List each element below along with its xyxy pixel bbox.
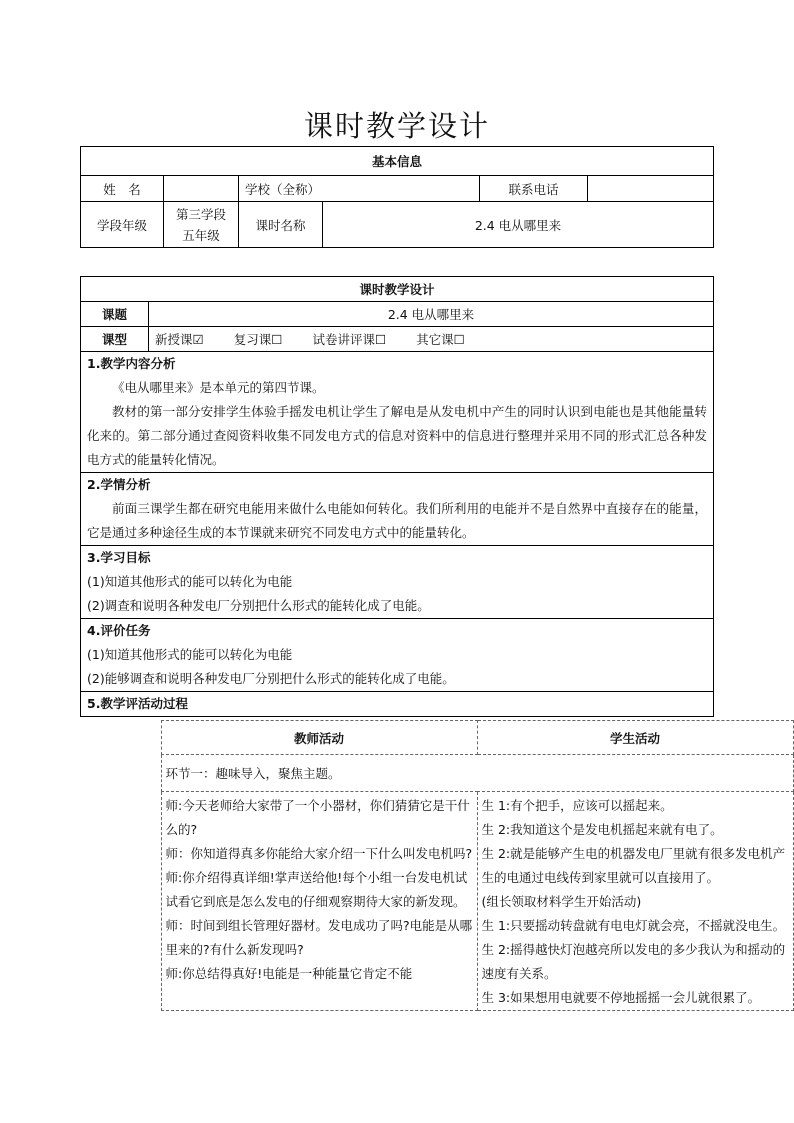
grade-label: 学段年级	[81, 202, 164, 248]
section-title: 2.学情分析	[87, 477, 151, 492]
phone-label: 联系电话	[480, 176, 588, 202]
topic-label: 课题	[81, 302, 149, 327]
stage-one-label: 环节一：趣味导入，聚焦主题。	[161, 755, 793, 792]
lesson-name-label: 课时名称	[239, 202, 323, 248]
teacher-line: 师：你知道得真多你能给大家介绍一下什么叫发电机吗?	[165, 846, 473, 861]
empty-box-icon: ☐	[453, 332, 465, 347]
section-activity-process	[81, 692, 786, 1005]
phone-value	[588, 176, 714, 202]
section-learner-analysis	[81, 473, 714, 546]
section-title: 1.教学内容分析	[87, 356, 176, 371]
teacher-activity-header: 教师活动	[161, 721, 477, 755]
section-assessment-tasks	[81, 619, 714, 692]
grade-value	[164, 202, 239, 248]
teacher-activity-cell	[161, 792, 477, 1011]
empty-box-icon: ☐	[271, 332, 283, 347]
student-line: 生 2:我知道这个是发电机摇起来就有电了。	[481, 822, 723, 837]
student-line: 生 2:就是能够产生电的机器发电厂里就有很多发电机产生的电通过电线传到家里就可以直接用了。	[481, 846, 786, 885]
section-content-analysis	[81, 352, 714, 473]
name-value	[164, 176, 239, 202]
checked-box-icon: ☑	[192, 332, 204, 347]
list-item: (2)调查和说明各种发电厂分别把什么形式的能转化成了电能。	[87, 598, 430, 613]
type-option-review[interactable]	[234, 330, 283, 348]
student-activity-header: 学生活动	[477, 721, 793, 755]
section-learning-goals	[81, 546, 714, 619]
paragraph: 前面三课学生都在研究电能用来做什么电能如何转化。我们所利用的电能并不是自然界中直接存在的能量，它是通过多种途径生成的本节课就来研究不同发电方式中的能量转化。	[87, 501, 708, 540]
teacher-line: 师：时间到组长管理好器材。发电成功了吗?电能是从哪里来的?有什么新发现吗?	[165, 918, 473, 957]
paragraph: 《电从哪里来》是本单元的第四节课。	[112, 380, 325, 395]
school-label: 学校（全称）	[239, 176, 480, 202]
type-option-new[interactable]	[155, 330, 204, 348]
topic-value: 2.4 电从哪里来	[149, 302, 714, 327]
teacher-line: 师:今天老师给大家带了一个小器材，你们猜猜它是干什么的?	[165, 798, 470, 837]
type-option-label: 试卷讲评课	[312, 332, 375, 347]
type-option-label: 复习课	[233, 332, 272, 347]
grade-value-line1: 第三学段	[175, 206, 226, 222]
list-item: (1)知道其他形式的能可以转化为电能	[87, 574, 293, 589]
design-heading: 课时教学设计	[81, 277, 714, 302]
student-line: 生 2:摇得越快灯泡越亮所以发电的多少我认为和摇动的速度有关系。	[481, 942, 786, 981]
type-label: 课型	[81, 327, 149, 352]
student-line: 生 1:只要摇动转盘就有电电灯就会亮，不摇就没电生。	[481, 918, 786, 933]
grade-value-line2: 五年级	[182, 227, 220, 243]
list-item: (1)知道其他形式的能可以转化为电能	[87, 647, 293, 662]
section-title: 4.评价任务	[87, 623, 151, 638]
type-option-label: 其它课	[416, 332, 454, 347]
student-activity-cell	[477, 792, 793, 1011]
section-title: 5.教学评活动过程	[87, 696, 188, 711]
type-options	[149, 327, 714, 352]
student-line: (组长领取材料学生开始活动)	[481, 894, 642, 909]
page-title: 课时教学设计	[303, 109, 490, 143]
paragraph: 教材的第一部分安排学生体验手摇发电机让学生了解电是从发电机中产生的同时认识到电能也是其他能量转化来的。第二部分通过查阅资料收集不同发电方式的信息对资料中的信息进行整理并采用不同的形式汇总各种发电方式的能量转化情况。	[87, 404, 708, 467]
basic-info-table	[80, 146, 714, 248]
student-line: 生 3:如果想用电就要不停地摇摇一会儿就很累了。	[481, 990, 761, 1005]
student-line: 生 1:有个把手，应该可以摇起来。	[481, 798, 673, 813]
design-table	[80, 276, 786, 1005]
type-option-label: 新授课	[155, 332, 193, 347]
list-item: (2)能够调查和说明各种发电厂分别把什么形式的能转化成了电能。	[87, 671, 455, 686]
teacher-line: 师:你介绍得真详细!掌声送给他!每个小组一台发电机试试看它到底是怎么发电的仔细观察期待大家的新发现。	[165, 870, 468, 909]
empty-box-icon: ☐	[374, 332, 387, 347]
teacher-line: 师:你总结得真好!电能是一种能量它肯定不能	[165, 966, 413, 981]
type-option-other[interactable]	[416, 330, 465, 348]
basic-info-heading: 基本信息	[81, 147, 714, 176]
type-option-exam[interactable]	[312, 330, 386, 348]
activity-table	[161, 720, 794, 1011]
section-title: 3.学习目标	[87, 550, 151, 565]
name-label: 姓 名	[81, 176, 164, 202]
lesson-name-value: 2.4 电从哪里来	[323, 202, 714, 248]
